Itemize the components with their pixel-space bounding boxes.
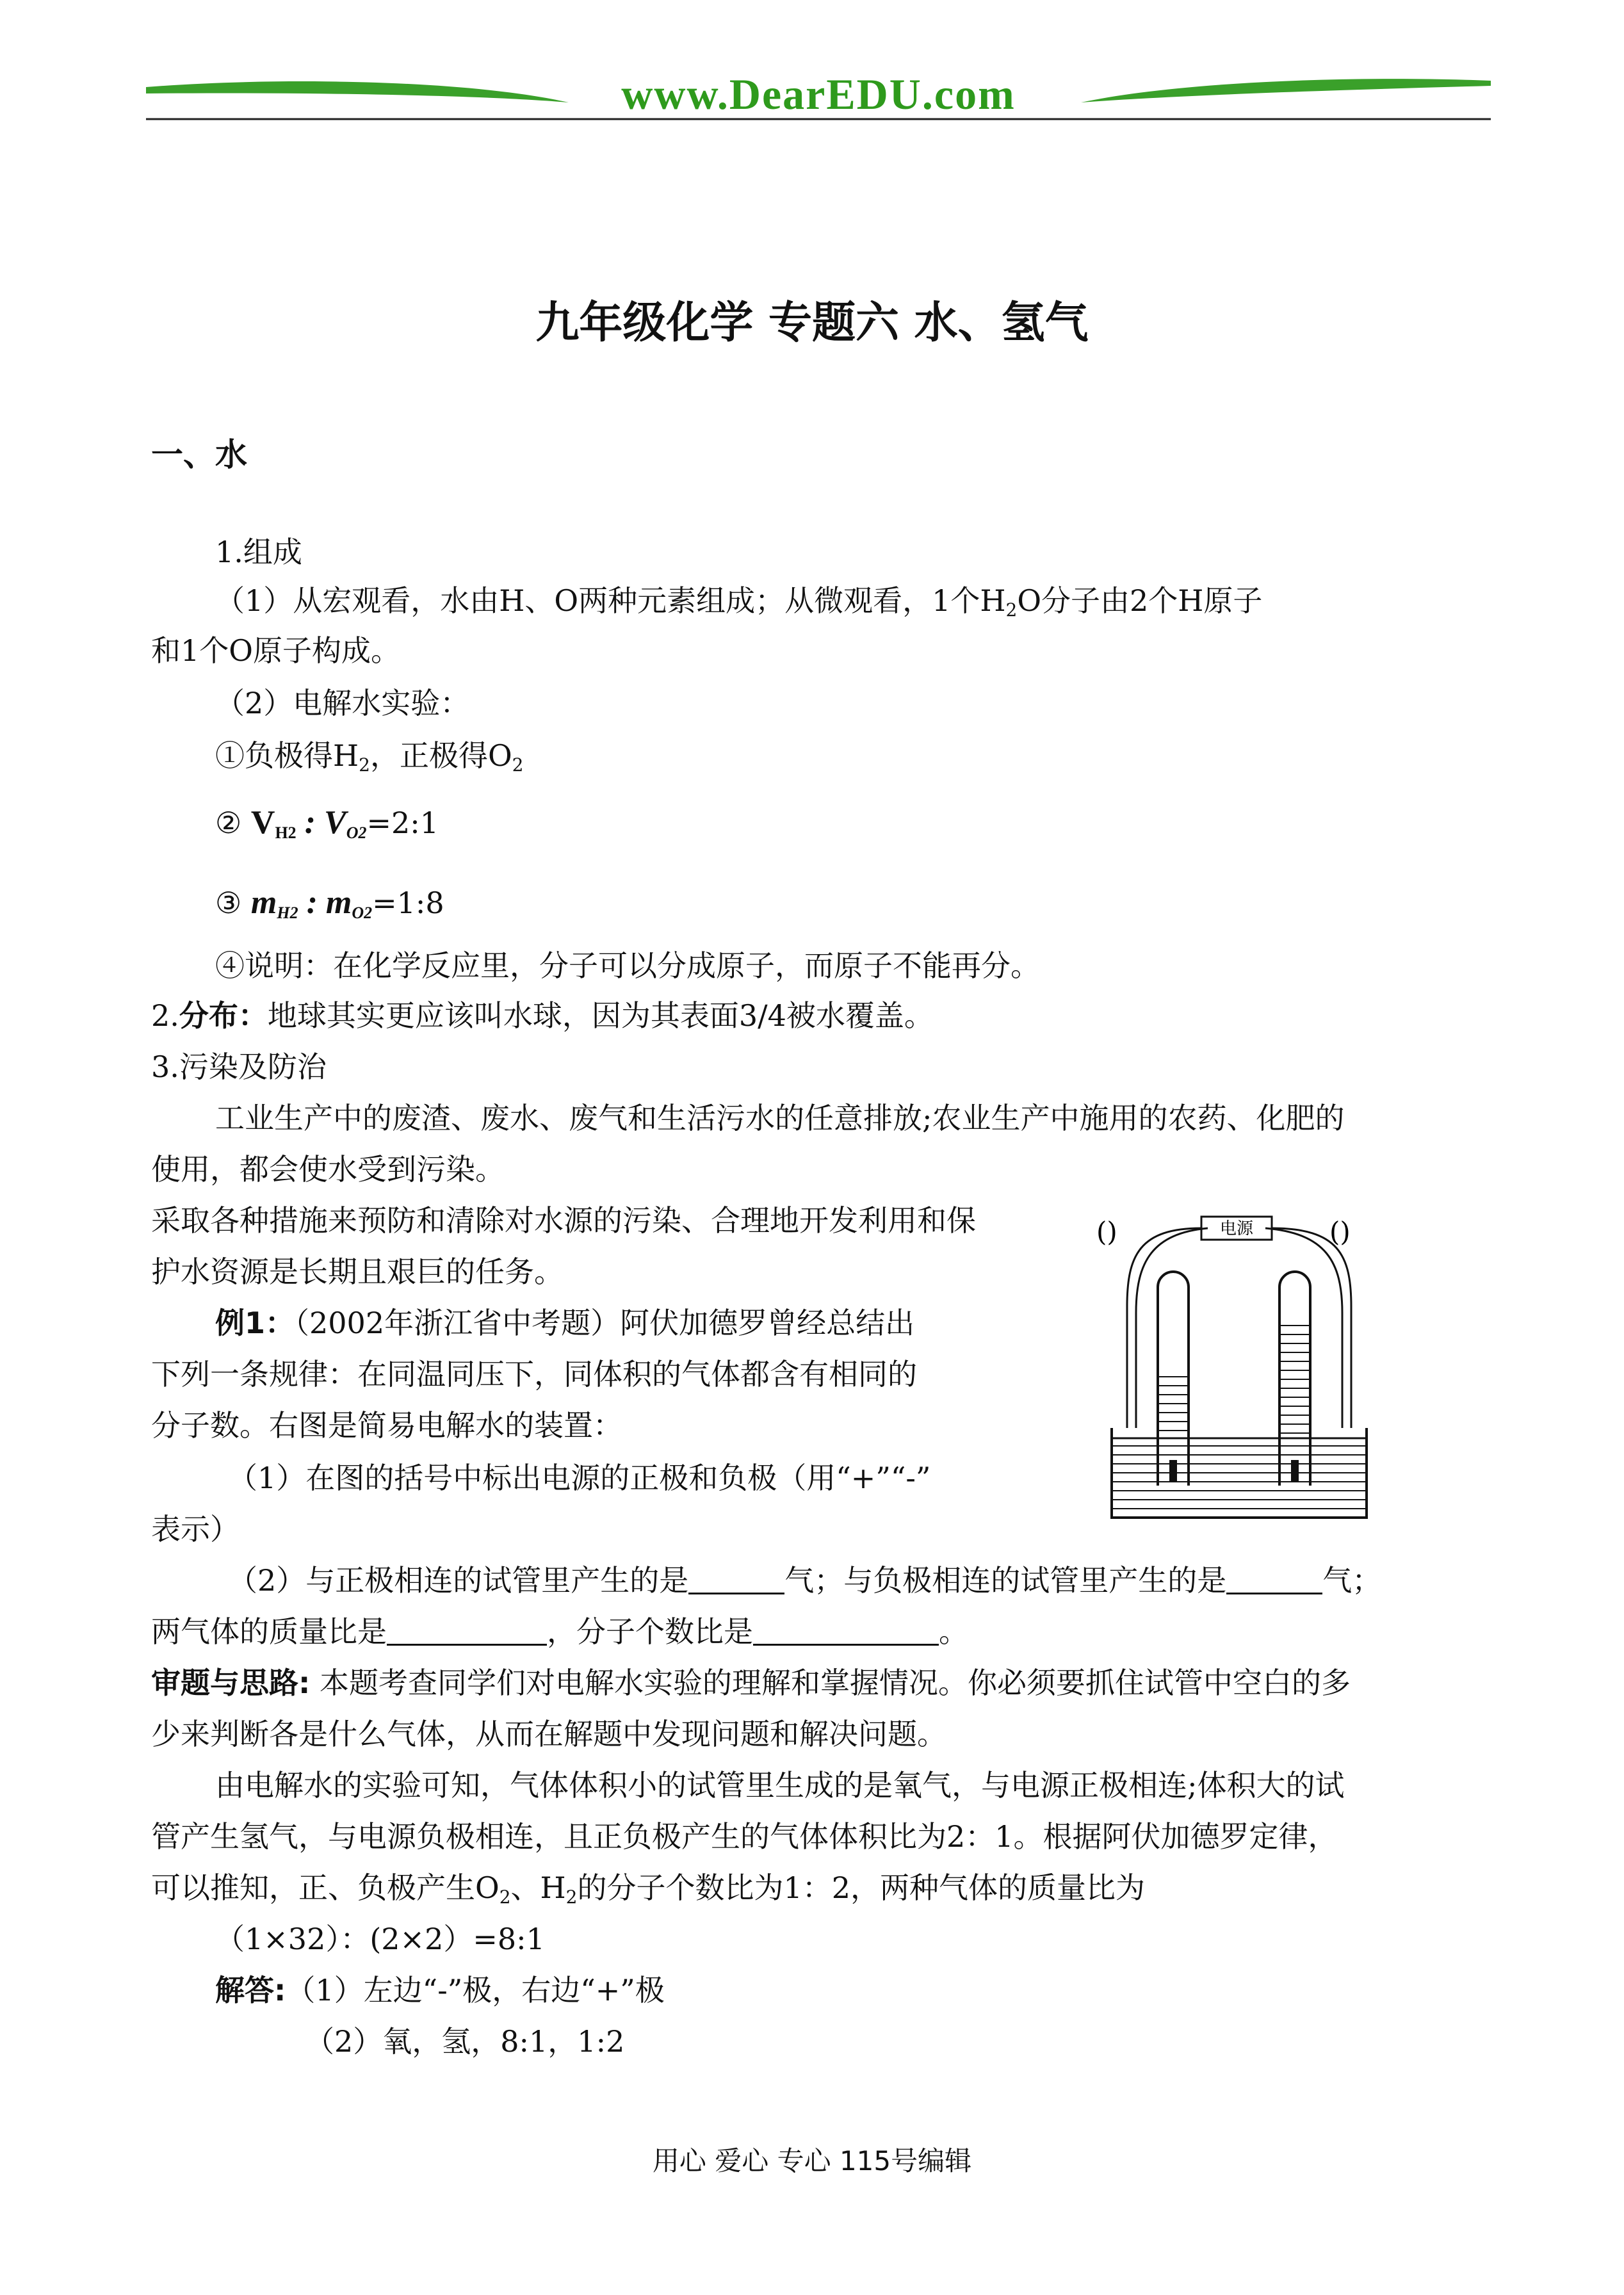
page-footer: 用心 爱心 专心 115号编辑 bbox=[652, 2145, 972, 2177]
text-line: 工业生产中的废渣、废水、废气和生活污水的任意排放;农业生产中施用的农药、化肥的 bbox=[215, 1101, 1345, 1135]
text-line: （2）氧，氢，8:1，1:2 bbox=[305, 2024, 625, 2059]
text-line: 下列一条规律：在同温同压下，同体积的气体都含有相同的 bbox=[151, 1357, 917, 1391]
text-line: 表示） bbox=[151, 1512, 240, 1546]
text-line: 由电解水的实验可知，气体体积小的试管里生成的是氧气，与电源正极相连;体积大的试 bbox=[215, 1768, 1345, 1803]
right-electrode bbox=[1291, 1460, 1299, 1482]
text-line: ①负极得$H_2$，正极得$O_2$ bbox=[215, 738, 524, 775]
text-line: （2）电解水实验： bbox=[215, 686, 470, 720]
text-line: 少来判断各是什么气体，从而在解题中发现问题和解决问题。 bbox=[151, 1717, 946, 1751]
text-line: 和1个O原子构成。 bbox=[151, 633, 400, 668]
right-pole-paren[interactable]: () bbox=[1329, 1216, 1351, 1247]
question-2: （2）与正极相连的试管里产生的是 气；与负极相连的试管里产生的是 气； bbox=[228, 1563, 1382, 1598]
section-heading: 一、水 bbox=[151, 436, 247, 473]
question-1: （1）在图的括号中标出电源的正极和负极（用“+”“-” bbox=[228, 1461, 931, 1495]
analysis-heading: 审题与思路: 本题考查同学们对电解水实验的理解和掌握情况。你必须要抓住试管中空白的多 bbox=[151, 1666, 1351, 1700]
answer-blank[interactable] bbox=[753, 1613, 939, 1646]
text-line: 使用，都会使水受到污染。 bbox=[151, 1152, 505, 1187]
page-title: 九年级化学 专题六 水、氢气 bbox=[535, 298, 1089, 348]
text-line: 分子数。右图是简易电解水的装置： bbox=[151, 1408, 622, 1443]
left-wire bbox=[1127, 1228, 1201, 1428]
site-banner bbox=[146, 64, 1491, 128]
text-line: 1.组成 bbox=[215, 535, 302, 569]
left-electrode bbox=[1169, 1460, 1177, 1482]
text-line: 管产生氢气，与电源负极相连，且正负极产生的气体体积比为2：1。根据阿伏加德罗定律， bbox=[151, 1819, 1338, 1854]
mass-ratio: ③ $m_{H2}$ : $m_{O2}=1:8$ bbox=[215, 884, 444, 922]
answer-heading: 解答:（1）左边“-”极，右边“+”极 bbox=[215, 1973, 665, 2007]
text-line: 护水资源是长期且艰巨的任务。 bbox=[151, 1254, 564, 1289]
question-2-cont: 两气体的质量比是 ，分子个数比是 。 bbox=[151, 1614, 968, 1649]
text-line: ④说明：在化学反应里，分子可以分成原子，而原子不能再分。 bbox=[215, 948, 1040, 983]
text-line: （1×32）：(2×2）=8:1 bbox=[215, 1922, 545, 1956]
answer-blank[interactable] bbox=[688, 1562, 784, 1594]
power-source-label: 电源 bbox=[1219, 1219, 1254, 1238]
electrolysis-diagram bbox=[1089, 1191, 1383, 1524]
answer-blank[interactable] bbox=[387, 1613, 547, 1646]
answer-blank[interactable] bbox=[1226, 1562, 1322, 1594]
text-line: 2.分布：地球其实更应该叫水球，因为其表面3/4被水覆盖。 bbox=[151, 998, 934, 1033]
left-test-tube bbox=[1158, 1272, 1189, 1486]
volume-ratio: ② $V_{H2}$ : $V_{O2}=2:1$ bbox=[215, 804, 439, 842]
text-line: 可以推知，正、负极产生$O_2$、$H_2$的分子个数比为1：2，两种气体的质量比为 bbox=[151, 1870, 1146, 1908]
text-line: 采取各种措施来预防和清除对水源的污染、合理地开发利用和保 bbox=[151, 1203, 976, 1238]
left-pole-paren[interactable]: () bbox=[1096, 1216, 1117, 1247]
example-heading: 例1：（2002年浙江省中考题）阿伏加德罗曾经总结出 bbox=[215, 1306, 915, 1340]
site-url: www.DearEDU.com bbox=[621, 70, 1016, 118]
text-line: 3.污染及防治 bbox=[151, 1050, 327, 1084]
text-line: （1）从宏观看，水由H、O两种元素组成；从微观看，1个$H_2O$分子由2个H原子 bbox=[215, 583, 1263, 620]
